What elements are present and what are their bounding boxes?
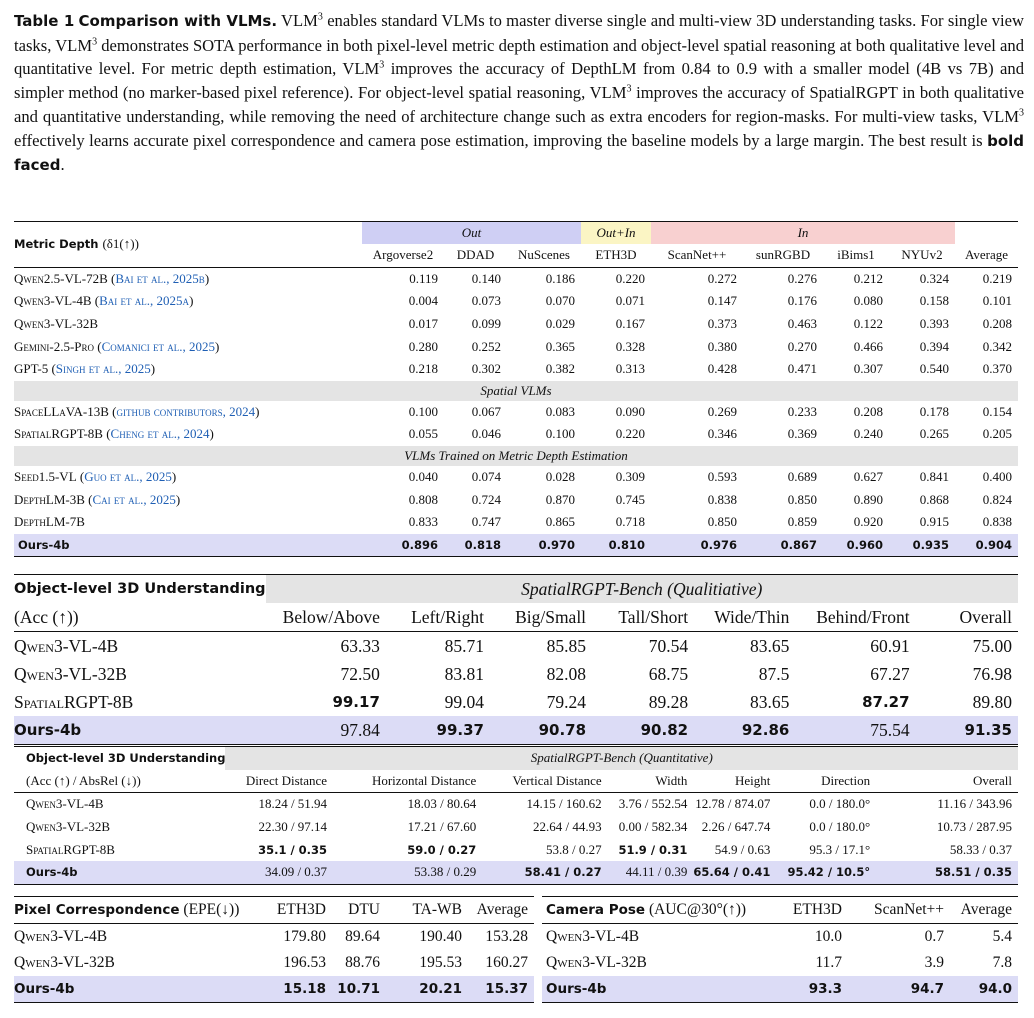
quant-bench-title: SpatialRGPT-Bench (Quantitative) bbox=[225, 747, 1018, 770]
value-cell: 0.101 bbox=[982, 293, 1012, 309]
metric-depth-title: Metric Depth (δ1(↑)) bbox=[14, 236, 139, 252]
table-row bbox=[14, 511, 1018, 534]
value-cell: 0.212 bbox=[853, 270, 883, 286]
citation-link[interactable]: Singh et al., 2025 bbox=[55, 361, 151, 377]
value-cell: 0.090 bbox=[615, 403, 645, 419]
quant-title: Object-level 3D Understanding bbox=[26, 751, 226, 766]
model-name: Qwen3-VL-32B bbox=[14, 954, 115, 971]
value-cell: 0.122 bbox=[853, 316, 883, 332]
value-cell: 0.083 bbox=[545, 403, 575, 419]
model-name: Ours-4b bbox=[14, 976, 254, 1003]
quant-metric: (Acc (↑) / AbsRel (↓)) bbox=[26, 772, 141, 788]
value-cell: 51.9 / 0.31 bbox=[618, 842, 688, 857]
table-row bbox=[14, 660, 1018, 688]
camera-pose-table: Camera Pose (AUC@30°(↑)) ETH3D ScanNet++ Average Qwen3-VL-4B 10.0 0.7 5.4 Qwen3-VL-32B 11.7 3.9 7.8 Ours-4b 93.3 94.7 94.0 bbox=[542, 896, 1018, 1003]
value-cell: 0.071 bbox=[615, 293, 645, 309]
qual-title: Object-level 3D Understanding bbox=[14, 581, 266, 597]
value-cell: 89.28 bbox=[648, 691, 689, 712]
value-cell: 0.915 bbox=[919, 514, 949, 530]
value-cell: 83.81 bbox=[444, 663, 484, 684]
citation-link[interactable]: github contributors, 2024 bbox=[116, 403, 256, 419]
model-name-cell bbox=[14, 313, 362, 336]
value-cell: 82.08 bbox=[546, 663, 587, 684]
value-cell: 18.03 / 80.64 bbox=[407, 796, 477, 812]
value-cell: 75.00 bbox=[972, 635, 1012, 656]
value-cell: 0.870 bbox=[545, 491, 575, 507]
quant-ours-row bbox=[14, 861, 1018, 884]
value-cell: 0.272 bbox=[707, 270, 737, 286]
value-cell: 0.147 bbox=[707, 293, 737, 309]
table-row bbox=[14, 290, 1018, 313]
qual-bench-title: SpatialRGPT-Bench (Qualitiative) bbox=[266, 575, 1018, 604]
citation-link[interactable]: Bai et al., 2025b bbox=[115, 270, 205, 286]
camera-title: Camera Pose (AUC@30°(↑)) bbox=[546, 901, 747, 918]
model-name-cell bbox=[14, 511, 362, 534]
value-cell: 10.71 bbox=[332, 976, 386, 1003]
citation-link[interactable]: Cheng et al., 2024 bbox=[110, 426, 210, 442]
citation-link[interactable]: Guo et al., 2025 bbox=[84, 469, 172, 485]
value-cell: 67.27 bbox=[870, 663, 910, 684]
value-cell: 0.176 bbox=[787, 293, 817, 309]
value-cell: 63.33 bbox=[340, 635, 380, 656]
qual-ours-row bbox=[14, 716, 1018, 745]
value-cell: 79.24 bbox=[546, 691, 587, 712]
value-cell: 0.154 bbox=[982, 403, 1012, 419]
value-cell: 58.51 / 0.35 bbox=[876, 861, 1018, 884]
value-cell: 195.53 bbox=[419, 954, 462, 971]
value-cell: 0.380 bbox=[707, 338, 737, 354]
value-cell: 95.42 / 10.5° bbox=[776, 861, 876, 884]
value-cell: 95.3 / 17.1° bbox=[809, 841, 871, 857]
value-cell: 11.7 bbox=[815, 954, 842, 971]
caption-vlm: VLM bbox=[281, 11, 318, 30]
value-cell: 90.82 bbox=[592, 716, 694, 745]
value-cell: 0.627 bbox=[853, 469, 883, 485]
qual-metric: (Acc (↑)) bbox=[14, 606, 79, 627]
model-name: SpatialRGPT-8B bbox=[14, 691, 134, 712]
table-row bbox=[14, 358, 1018, 381]
value-cell: 87.5 bbox=[758, 663, 790, 684]
citation-link[interactable]: Comanici et al., 2025 bbox=[101, 338, 216, 354]
table-row bbox=[14, 466, 1018, 489]
value-cell: 0.540 bbox=[919, 361, 949, 377]
group-out-in: Out+In bbox=[581, 222, 651, 245]
model-name: DepthLM-3B bbox=[14, 491, 85, 507]
value-cell: 99.17 bbox=[332, 693, 380, 711]
value-cell: 14.15 / 160.62 bbox=[526, 796, 602, 812]
value-cell: 0.463 bbox=[787, 316, 817, 332]
table-row bbox=[14, 313, 1018, 336]
value-cell: 0.158 bbox=[919, 293, 949, 309]
section-spatial-vlms: Spatial VLMs bbox=[14, 381, 1018, 401]
value-cell: 0.099 bbox=[471, 316, 501, 332]
value-cell: 0.593 bbox=[707, 469, 737, 485]
value-cell: 0.080 bbox=[853, 293, 883, 309]
pixel-correspondence-table: Pixel Correspondence (EPE(↓)) ETH3D DTU TA-WB Average Qwen3-VL-4B 179.80 89.64 190.40 153.28 Qwen3-VL-32B 196.53 88.76 195.53 160.27 Ours-4b 15.18 10.71 20.21 15.37 bbox=[14, 896, 534, 1003]
value-cell: 7.8 bbox=[992, 954, 1012, 971]
value-cell: 0.428 bbox=[707, 361, 737, 377]
model-name: Qwen3-VL-4B bbox=[14, 928, 108, 945]
value-cell: 59.0 / 0.27 bbox=[407, 842, 477, 857]
value-cell: 0.865 bbox=[545, 514, 575, 530]
model-name-cell: SpaceLLaVA-13B (github contributors, 2024) bbox=[14, 403, 260, 419]
value-cell: 0.382 bbox=[545, 361, 575, 377]
value-cell: 89.80 bbox=[972, 691, 1012, 712]
caption-label: Table 1 bbox=[14, 12, 75, 30]
value-cell: 53.38 / 0.29 bbox=[333, 861, 482, 884]
value-cell: 53.8 / 0.27 bbox=[546, 841, 602, 857]
value-cell: 83.65 bbox=[749, 635, 790, 656]
value-cell: 15.18 bbox=[254, 976, 332, 1003]
table-row bbox=[14, 793, 1018, 816]
value-cell: 99.04 bbox=[444, 691, 484, 712]
group-in: In bbox=[651, 222, 955, 245]
model-name: Seed1.5-VL bbox=[14, 469, 77, 485]
value-cell: 0.119 bbox=[409, 270, 438, 286]
value-cell: 0.689 bbox=[787, 469, 817, 485]
camera-ours-row bbox=[542, 976, 1018, 1003]
value-cell: 2.26 / 647.74 bbox=[701, 819, 771, 835]
value-cell: 3.9 bbox=[924, 954, 944, 971]
value-cell: 75.54 bbox=[795, 716, 915, 745]
value-cell: 83.65 bbox=[749, 691, 790, 712]
value-cell: 153.28 bbox=[485, 928, 528, 945]
value-cell: 0.269 bbox=[707, 403, 737, 419]
value-cell: 0.369 bbox=[787, 426, 817, 442]
value-cell: 97.84 bbox=[266, 716, 386, 745]
value-cell: 76.98 bbox=[972, 663, 1012, 684]
quantitative-table: Object-level 3D Understanding SpatialRGPT-Bench (Quantitative) (Acc (↑) / AbsRel (↓)) Direct Distance Horizontal Distance Vertical Distance Width Height Direction Overall Qwen3-VL-4B 18.24 / 51.94 18.03 / 80.64 14.15 / 160.62 3.76 / 552.54 12.78 / 874.07 0.0 / 180.0° 11.16 / 343.96 Qwen3-VL-32B 22.30 / 97.14 17.21 / 67.60 22.64 / 44.93 0.00 / 582.34 2.26 / 647.74 0.0 / 180.0° 10.73 / 287.95 SpatialRGPT-8B 35.1 / 0.35 59.0 / 0.27 53.8 / 0.27 51.9 / 0.31 54.9 / 0.63 95.3 / 17.1° 58.33 / 0.37 Ours-4b 34.09 / 0.37 53.38 / 0.29 58.41 / 0.27 44.11 / 0.39 65.64 / 0.41 95.42 / 10.5° 58.51 / 0.35 bbox=[14, 746, 1018, 885]
value-cell: 0.302 bbox=[471, 361, 501, 377]
table-row bbox=[542, 950, 1018, 976]
value-cell: 0.718 bbox=[615, 514, 645, 530]
value-cell: 0.466 bbox=[853, 338, 883, 354]
value-cell: 12.78 / 874.07 bbox=[695, 796, 771, 812]
model-name-cell: SpatialRGPT-8B (Cheng et al., 2024) bbox=[14, 426, 214, 442]
table-row bbox=[14, 423, 1018, 446]
model-name: SpatialRGPT-8B bbox=[14, 426, 103, 442]
value-cell: 0.240 bbox=[853, 426, 883, 442]
model-name: GPT-5 bbox=[14, 361, 49, 377]
value-cell: 0.393 bbox=[919, 316, 949, 332]
value-cell: 0.074 bbox=[471, 469, 501, 485]
value-cell: 0.346 bbox=[707, 426, 737, 442]
model-name-cell: Qwen3-VL-4B (Bai et al., 2025a) bbox=[14, 293, 194, 309]
metric-depth-header: Argoverse2 DDAD NuScenes ETH3D ScanNet++ sunRGBD iBims1 NYUv2 Average bbox=[14, 244, 1018, 267]
citation-link[interactable]: Cai et al., 2025 bbox=[92, 491, 176, 507]
table-row bbox=[14, 335, 1018, 358]
model-name: Ours-4b bbox=[14, 861, 225, 884]
value-cell: 0.178 bbox=[919, 403, 949, 419]
value-cell: 0.004 bbox=[408, 293, 438, 309]
value-cell: 54.9 / 0.63 bbox=[714, 841, 771, 857]
value-cell: 88.76 bbox=[345, 954, 380, 971]
value-cell: 0.208 bbox=[853, 403, 883, 419]
model-name: Qwen3-VL-32B bbox=[14, 316, 99, 332]
value-cell: 0.747 bbox=[471, 514, 501, 530]
value-cell: 99.37 bbox=[386, 716, 490, 745]
value-cell: 0.471 bbox=[787, 361, 817, 377]
value-cell: 0.365 bbox=[545, 338, 575, 354]
value-cell: 0.313 bbox=[615, 361, 645, 377]
value-cell: 91.35 bbox=[916, 716, 1018, 745]
value-cell: 72.50 bbox=[340, 663, 380, 684]
value-cell: 3.76 / 552.54 bbox=[618, 796, 688, 812]
value-cell: 0.220 bbox=[615, 270, 645, 286]
value-cell: 0.307 bbox=[853, 361, 883, 377]
value-cell: 58.33 / 0.37 bbox=[949, 841, 1012, 857]
value-cell: 0.218 bbox=[408, 361, 438, 377]
value-cell: 0.859 bbox=[787, 514, 817, 530]
model-name: SpatialRGPT-8B bbox=[26, 841, 115, 857]
value-cell: 0.219 bbox=[982, 270, 1012, 286]
value-cell: 0.00 / 582.34 bbox=[618, 819, 688, 835]
value-cell: 0.220 bbox=[615, 426, 645, 442]
value-cell: 0.040 bbox=[408, 469, 438, 485]
value-cell: 93.3 bbox=[758, 976, 848, 1003]
value-cell: 0.850 bbox=[787, 491, 817, 507]
value-cell: 0.309 bbox=[615, 469, 645, 485]
value-cell: 35.1 / 0.35 bbox=[258, 842, 328, 857]
value-cell: 20.21 bbox=[386, 976, 468, 1003]
value-cell: 0.017 bbox=[408, 316, 438, 332]
value-cell: 0.0 / 180.0° bbox=[809, 819, 871, 835]
model-name-cell: Qwen2.5-VL-72B (Bai et al., 2025b) bbox=[14, 270, 210, 286]
value-cell: 0.046 bbox=[471, 426, 501, 442]
pixel-ours-row bbox=[14, 976, 534, 1003]
value-cell: 0.370 bbox=[982, 361, 1012, 377]
pixel-title: Pixel Correspondence (EPE(↓)) bbox=[14, 901, 240, 918]
value-cell: 0.070 bbox=[545, 293, 575, 309]
table-row bbox=[14, 924, 534, 951]
value-cell: 85.71 bbox=[444, 635, 484, 656]
value-cell: 10.0 bbox=[814, 928, 842, 945]
value-cell: 0.394 bbox=[919, 338, 949, 354]
value-cell: 0.850 bbox=[707, 514, 737, 530]
value-cell: 65.64 / 0.41 bbox=[693, 861, 776, 884]
value-cell: 0.342 bbox=[982, 338, 1012, 354]
value-cell: 0.824 bbox=[982, 491, 1012, 507]
value-cell: 0.838 bbox=[982, 514, 1012, 530]
value-cell: 0.373 bbox=[707, 316, 737, 332]
value-cell: 11.16 / 343.96 bbox=[937, 796, 1012, 812]
table-row bbox=[14, 632, 1018, 661]
model-name: Ours-4b bbox=[14, 716, 266, 745]
table-row bbox=[14, 267, 1018, 290]
value-cell: 0.868 bbox=[919, 491, 949, 507]
value-cell: 0.745 bbox=[615, 491, 645, 507]
metric-depth-ours-row: Ours-4b 0.896 0.818 0.970 0.810 0.976 0.867 0.960 0.935 0.904 bbox=[14, 534, 1018, 557]
model-name-cell: GPT-5 (Singh et al., 2025) bbox=[14, 361, 156, 377]
value-cell: 5.4 bbox=[992, 928, 1012, 945]
model-name-cell: Seed1.5-VL (Guo et al., 2025) bbox=[14, 469, 177, 485]
value-cell: 10.73 / 287.95 bbox=[936, 819, 1012, 835]
value-cell: 0.400 bbox=[982, 469, 1012, 485]
table-caption: Table 1 Comparison with VLMs. VLM$^3$ enables standard VLMs to master diverse single and multi-view 3D understanding tasks. For single view tasks, VLM$^3$ demonstrates SOTA performance in both pixel-level metric depth estimation and object-level spatial reasoning at both qualitative level and quantitative level. For metric depth estimation, VLM$^3$ improves the accuracy of DepthLM from 0.84 to 0.9 with a smaller model (4B vs 7B) and simpler method (no marker-based pixel reference). For object-level spatial reasoning, VLM$^3$ improves the accuracy of SpatialRGPT in both qualitative and quantitative understanding, while removing the need of architecture change such as extra encoders for region-masks. For multi-view tasks, VLM$^3$ effectively learns accurate pixel correspondence and camera pose estimation, improving the baseline models by a large margin. The best result is bold faced. bbox=[14, 11, 1024, 175]
model-name: Gemini-2.5-Pro bbox=[14, 338, 95, 354]
model-name: SpaceLLaVA-13B bbox=[14, 403, 109, 419]
value-cell: 0.833 bbox=[408, 514, 438, 530]
table-row bbox=[542, 924, 1018, 951]
value-cell: 94.0 bbox=[950, 976, 1018, 1003]
value-cell: 190.40 bbox=[419, 928, 462, 945]
value-cell: 160.27 bbox=[485, 954, 528, 971]
value-cell: 0.167 bbox=[615, 316, 645, 332]
value-cell: 0.186 bbox=[545, 270, 575, 286]
table-row bbox=[14, 688, 1018, 716]
model-name: Qwen3-VL-4B bbox=[26, 796, 104, 812]
table-row bbox=[14, 488, 1018, 511]
value-cell: 0.029 bbox=[545, 316, 575, 332]
value-cell: 0.838 bbox=[707, 491, 737, 507]
value-cell: 0.276 bbox=[787, 270, 817, 286]
table-row bbox=[14, 838, 1018, 861]
value-cell: 89.64 bbox=[345, 928, 380, 945]
table-row bbox=[14, 950, 534, 976]
value-cell: 0.280 bbox=[408, 338, 438, 354]
value-cell: 94.7 bbox=[848, 976, 950, 1003]
value-cell: 0.7 bbox=[924, 928, 944, 945]
caption-title: Comparison with VLMs. bbox=[78, 12, 278, 30]
value-cell: 0.073 bbox=[471, 293, 501, 309]
value-cell: 44.11 / 0.39 bbox=[608, 861, 694, 884]
value-cell: 70.54 bbox=[648, 635, 689, 656]
value-cell: 0.028 bbox=[545, 469, 575, 485]
value-cell: 22.30 / 97.14 bbox=[258, 819, 328, 835]
value-cell: 17.21 / 67.60 bbox=[407, 819, 477, 835]
value-cell: 0.724 bbox=[471, 491, 501, 507]
value-cell: 0.233 bbox=[787, 403, 817, 419]
qualitative-table: Object-level 3D Understanding SpatialRGPT-Bench (Qualitiative) (Acc (↑)) Below/Above Left/Right Big/Small Tall/Short Wide/Thin Behind/Front Overall Qwen3-VL-4B 63.33 85.71 85.85 70.54 83.65 60.91 75.00 Qwen3-VL-32B 72.50 83.81 82.08 68.75 87.5 67.27 76.98 SpatialRGPT-8B 99.17 99.04 79.24 89.28 83.65 87.27 89.80 Ours-4b 97.84 99.37 90.78 90.82 92.86 75.54 91.35 bbox=[14, 574, 1018, 745]
value-cell: 58.41 / 0.27 bbox=[482, 861, 607, 884]
model-name: Qwen2.5-VL-72B bbox=[14, 270, 108, 286]
value-cell: 34.09 / 0.37 bbox=[225, 861, 333, 884]
value-cell: 0.920 bbox=[853, 514, 883, 530]
value-cell: 0.055 bbox=[408, 426, 438, 442]
metric-depth-table bbox=[14, 221, 1018, 557]
value-cell: 0.324 bbox=[919, 270, 949, 286]
model-name-cell: Gemini-2.5-Pro (Comanici et al., 2025) bbox=[14, 338, 220, 354]
value-cell: 0.890 bbox=[853, 491, 883, 507]
value-cell: 60.91 bbox=[870, 635, 910, 656]
value-cell: 87.27 bbox=[862, 693, 910, 711]
value-cell: 85.85 bbox=[546, 635, 587, 656]
value-cell: 0.252 bbox=[471, 338, 501, 354]
model-name: Qwen3-VL-32B bbox=[546, 954, 647, 971]
model-name: Qwen3-VL-4B bbox=[14, 635, 119, 656]
model-name: Qwen3-VL-4B bbox=[14, 293, 92, 309]
value-cell: 0.140 bbox=[471, 270, 501, 286]
value-cell: 179.80 bbox=[283, 928, 326, 945]
value-cell: 0.100 bbox=[408, 403, 438, 419]
citation-link[interactable]: Bai et al., 2025a bbox=[99, 293, 190, 309]
value-cell: 0.0 / 180.0° bbox=[809, 796, 871, 812]
value-cell: 0.328 bbox=[615, 338, 645, 354]
model-name: Ours-4b bbox=[542, 976, 758, 1003]
value-cell: 22.64 / 44.93 bbox=[533, 819, 602, 835]
value-cell: 68.75 bbox=[648, 663, 689, 684]
section-trained-depth: VLMs Trained on Metric Depth Estimation bbox=[14, 446, 1018, 466]
value-cell: 90.78 bbox=[490, 716, 592, 745]
value-cell: 0.808 bbox=[408, 491, 438, 507]
value-cell: 0.205 bbox=[982, 426, 1012, 442]
value-cell: 15.37 bbox=[468, 976, 534, 1003]
table-row bbox=[14, 401, 1018, 424]
caption-bold-text: bold faced bbox=[14, 131, 1024, 175]
value-cell: 0.265 bbox=[919, 426, 949, 442]
value-cell: 0.100 bbox=[545, 426, 575, 442]
model-name: Qwen3-VL-4B bbox=[546, 928, 640, 945]
value-cell: 92.86 bbox=[694, 716, 795, 745]
group-out: Out bbox=[362, 222, 581, 245]
value-cell: 0.067 bbox=[471, 403, 501, 419]
model-name: Qwen3-VL-32B bbox=[14, 663, 127, 684]
value-cell: 18.24 / 51.94 bbox=[258, 796, 328, 812]
value-cell: 0.841 bbox=[919, 469, 949, 485]
model-name-cell: DepthLM-3B (Cai et al., 2025) bbox=[14, 491, 181, 507]
value-cell: 0.208 bbox=[982, 316, 1012, 332]
table-row bbox=[14, 816, 1018, 839]
model-name: DepthLM-7B bbox=[14, 514, 85, 530]
value-cell: 196.53 bbox=[283, 954, 326, 971]
model-name: Qwen3-VL-32B bbox=[26, 819, 111, 835]
value-cell: 0.270 bbox=[787, 338, 817, 354]
